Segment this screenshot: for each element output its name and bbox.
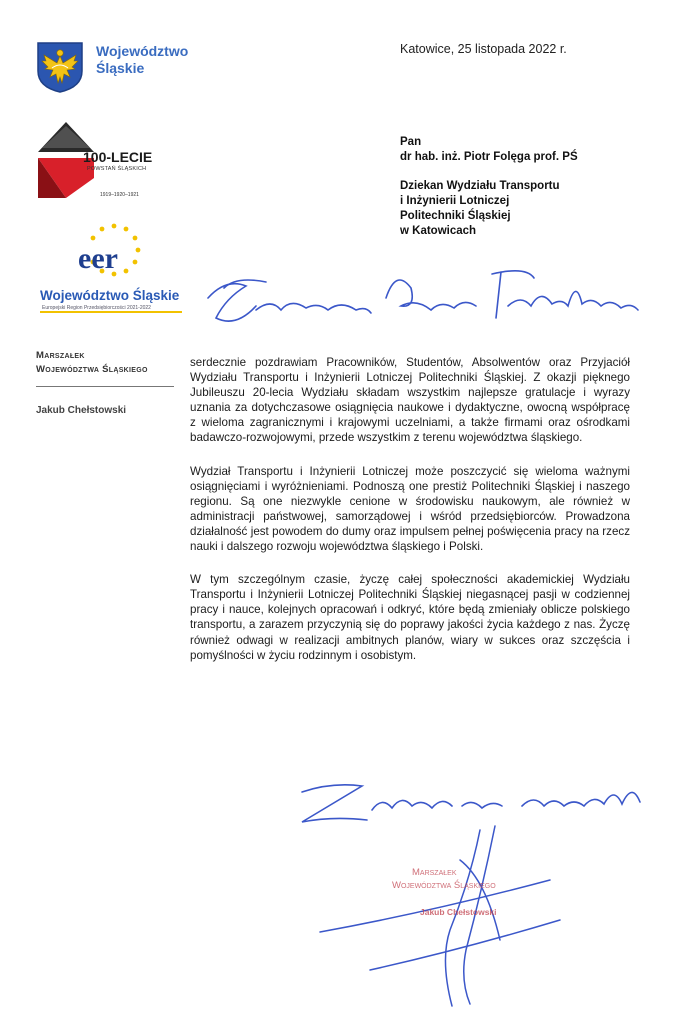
sender-title: Marszałek Województwa Śląskiego xyxy=(36,350,148,375)
coat-of-arms-icon xyxy=(36,41,84,93)
official-stamp: Marszałek Województwa Śląskiego Jakub Chełstowski xyxy=(392,867,497,917)
recipient-block xyxy=(400,135,578,239)
recipient-line: Dziekan Wydziału Transportu xyxy=(400,180,560,192)
recipient-line: Politechniki Śląskiej xyxy=(400,210,511,222)
centenary-title: 100-LECIE xyxy=(83,149,153,165)
place-date: Katowice, 25 listopada 2022 r. xyxy=(400,42,567,56)
eu-region-subtitle: Europejski Region Przedsiębiorczości 2021-2022 xyxy=(42,305,151,311)
recipient-salutation: Pan xyxy=(400,136,422,148)
recipient-line: i Inżynierii Lotniczej xyxy=(400,195,510,207)
letter-body xyxy=(190,355,630,681)
handwritten-greeting xyxy=(196,258,646,338)
eu-region-name: Województwo Śląskie xyxy=(40,288,180,303)
divider xyxy=(36,386,174,387)
centenary-subtitle: POWSTAŃ ŚLĄSKICH xyxy=(87,166,147,172)
divider xyxy=(40,311,182,313)
eer-logo-icon xyxy=(74,220,154,282)
sender-name: Jakub Chełstowski xyxy=(36,405,127,416)
paragraph: W tym szczególnym czasie, życzę całej społeczności akademickiej Wydziału Transportu i Inżynierii Lotniczej Politechniki Śląskiej niegasnącej pasji w codziennej pracy i nauce, kolejnych opracowań i odkryć, które będą zmieniały oblicze polskiego transportu, a zarazem przyczynią się do poprawy jakości życia każdego z nas. Życzę również odwagi w realizacji ambitnych planów, wiary w sukces oraz szczęścia i pomyślności w życiu rodzinnym i osobistym. xyxy=(190,573,630,662)
centenary-years: 1919–1920–1921 xyxy=(100,192,139,198)
region-name: Województwo Śląskie xyxy=(96,43,189,76)
recipient-line: w Katowicach xyxy=(400,225,477,237)
paragraph: Wydział Transportu i Inżynierii Lotniczej może poszczycić się wieloma ważnymi osiągnięciami i wyróżnieniami. Podnoszą one prestiż Politechniki Śląskiej i naszego regionu. Są one niezwykle cenione w środowisku naukowym, ale również w administracji państwowej, samorządowej i wśród przedsiębiorców. Prowadzona działalność jest powodem do dumy oraz impulsem pełnej poświęcenia pracy na rzecz nauki i dalszego rozwoju województwa śląskiego i Polski. xyxy=(190,464,630,554)
paragraph: serdecznie pozdrawiam Pracowników, Studentów, Absolwentów oraz Przyjaciół Wydziału Transportu i Inżynierii Lotniczej Politechniki Śląskiej. Z okazji pięknego Jubileuszu 20-lecia Wydziału składam wszystkim najlepsze gratulacje i wyrazy uznania za dotychczasowe osiągnięcia naukowe i dydaktyczne, owocną współpracę z wieloma zagranicznymi i krajowymi uczelniami, a także firmami oraz ośrodkami badawczo-rozwojowymi, przede wszystkim z terenu województwa śląskiego. xyxy=(190,356,630,445)
recipient-name: dr hab. inż. Piotr Folęga prof. PŚ xyxy=(400,151,578,163)
eer-mark: eer xyxy=(78,242,118,275)
